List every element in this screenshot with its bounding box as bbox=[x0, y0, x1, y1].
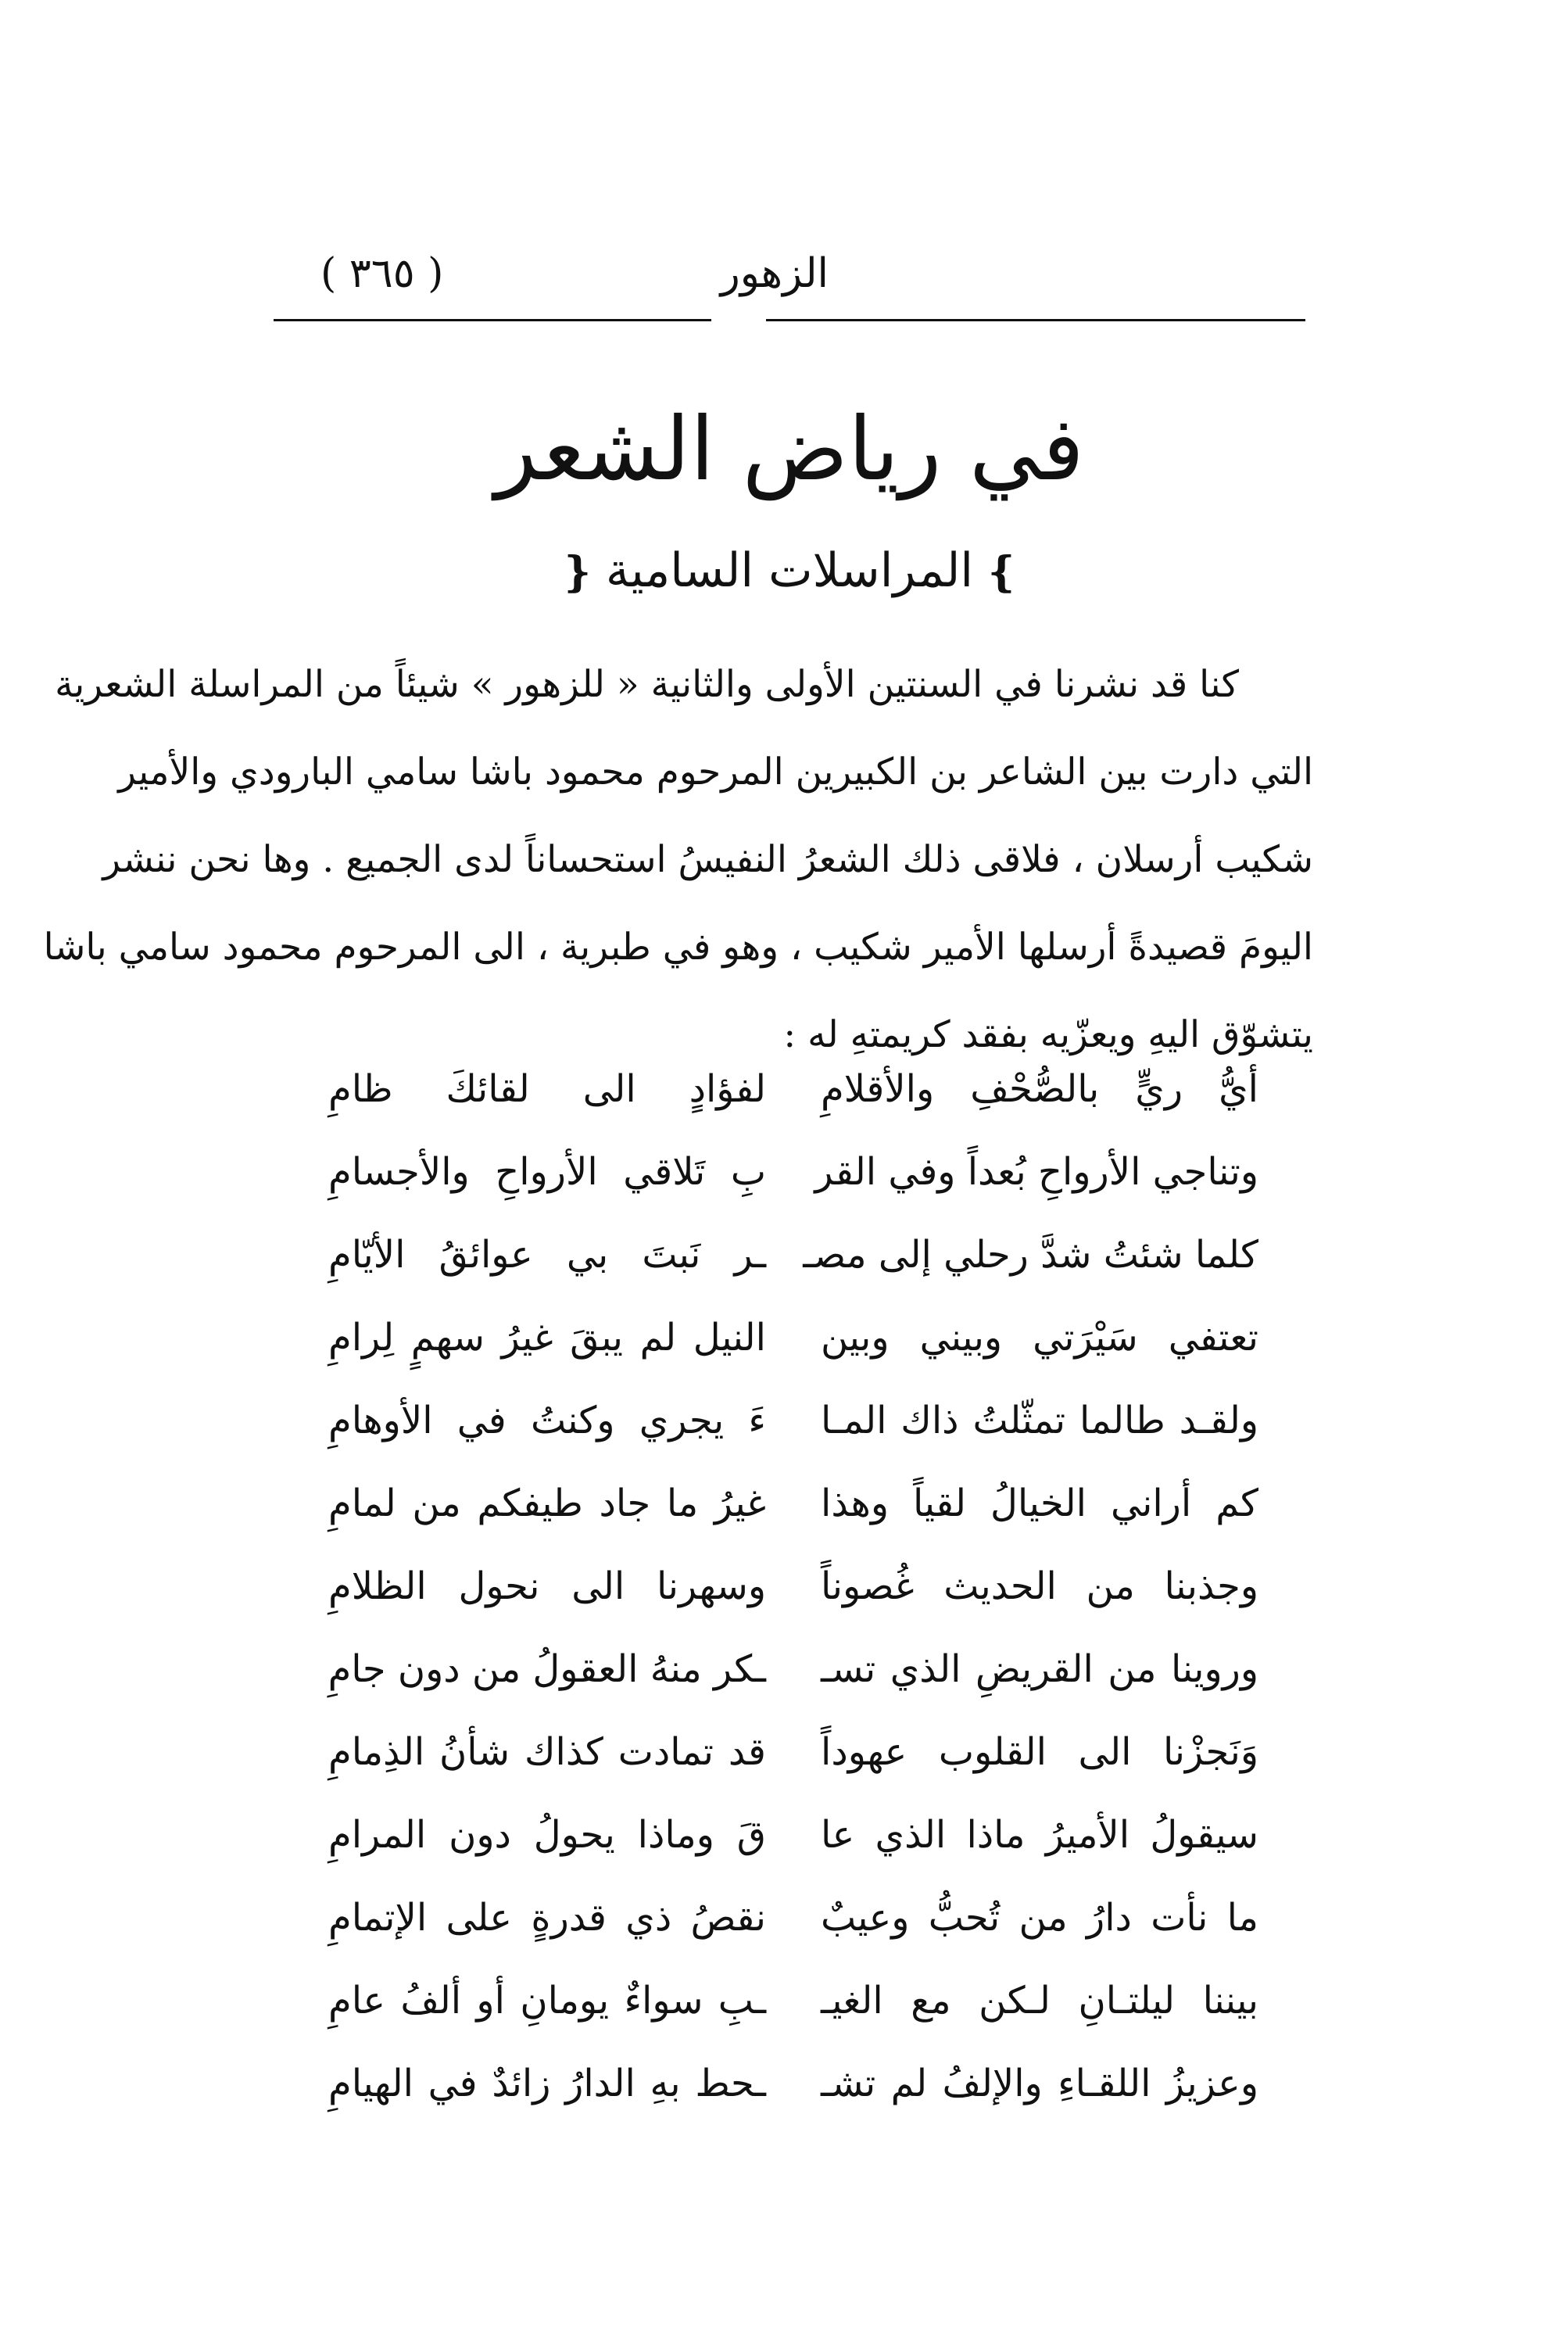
poem bbox=[328, 1048, 1258, 2125]
verse bbox=[328, 1628, 1258, 1711]
intro-line: كنا قد نشرنا في السنتين الأولى والثانية « للزهور » شيئاً من المراسلة الشعرية bbox=[55, 663, 1239, 706]
verse-second-hemistich: ءَ يجري وكنتُ في الأوهامِ bbox=[328, 1399, 766, 1442]
verse bbox=[328, 1462, 1258, 1545]
subtitle-text: المراسلات السامية bbox=[605, 543, 974, 598]
verse-second-hemistich: ـبِ سواءٌ يومانِ أو ألفُ عامِ bbox=[328, 1979, 766, 2023]
verse-first-hemistich: وروينا من القريضِ الذي تسـ bbox=[821, 1647, 1258, 1691]
verse-second-hemistich: ـحط بهِ الدارُ زائدٌ في الهيامِ bbox=[328, 2062, 766, 2105]
verse-first-hemistich: وَنَجزْنا الى القلوب عهوداً bbox=[821, 1730, 1258, 1774]
verse-second-hemistich: بِ تَلاقي الأرواحِ والأجسامِ bbox=[328, 1150, 766, 1194]
verse-first-hemistich: ما نأت دارُ من تُحبُّ وعيبٌ bbox=[821, 1896, 1258, 1940]
verse-first-hemistich: وتناجي الأرواحِ بُعداً وفي القر bbox=[814, 1150, 1258, 1194]
verse bbox=[328, 1711, 1258, 1793]
verse-first-hemistich: أيُّ ريٍّ بالصُّحْفِ والأقلامِ bbox=[821, 1067, 1258, 1111]
section-title: في رياض الشعر bbox=[495, 399, 1084, 500]
verse-second-hemistich: ـكر منهُ العقولُ من دون جامِ bbox=[328, 1647, 766, 1691]
verse bbox=[328, 1048, 1258, 1130]
ornament-left: ❴ bbox=[559, 547, 595, 597]
verse-first-hemistich: كم أراني الخيالُ لقياً وهذا bbox=[821, 1482, 1258, 1525]
verse-second-hemistich: ـر نَبتَ بي عوائقُ الأيّامِ bbox=[328, 1233, 766, 1277]
verse bbox=[328, 1545, 1258, 1628]
verse-first-hemistich: وجذبنا من الحديث غُصوناً bbox=[821, 1564, 1258, 1608]
verse-second-hemistich: نقصُ ذي قدرةٍ على الإتمامِ bbox=[328, 1896, 766, 1940]
page-number: ( ٣٦٥ ) bbox=[320, 250, 444, 297]
verse-second-hemistich: قد تمادت كذاك شأنُ الذِمامِ bbox=[328, 1730, 766, 1774]
verse-first-hemistich: وعزيزُ اللقـاءِ والإلفُ لم تشـ bbox=[821, 2062, 1258, 2105]
verse-second-hemistich: قَ وماذا يحولُ دون المرامِ bbox=[328, 1813, 766, 1857]
verse-first-hemistich: سيقولُ الأميرُ ماذا الذي عا bbox=[821, 1813, 1258, 1857]
verse-first-hemistich: ولقـد طالما تمثّلتُ ذاك المـا bbox=[821, 1399, 1258, 1442]
intro-paragraph bbox=[43, 641, 1313, 1079]
verse bbox=[328, 1959, 1258, 2042]
verse bbox=[328, 1793, 1258, 1876]
header-rule-right bbox=[766, 319, 1305, 321]
verse bbox=[328, 1296, 1258, 1379]
verse-first-hemistich: بيننا ليلتـانِ لـكن مع الغيـ bbox=[821, 1979, 1258, 2023]
intro-line: يتشوّق اليهِ ويعزّيه بفقد كريمتهِ له : bbox=[783, 1013, 1313, 1056]
section-subtitle bbox=[274, 536, 1305, 607]
verse-second-hemistich: وسهرنا الى نحول الظلامِ bbox=[328, 1564, 766, 1608]
verse bbox=[328, 1130, 1258, 1213]
verse-second-hemistich: غيرُ ما جاد طيفكم من لمامِ bbox=[328, 1482, 766, 1525]
verse bbox=[328, 1213, 1258, 1296]
intro-line: اليومَ قصيدةً أرسلها الأمير شكيب ، وهو في طبرية ، الى المرحوم محمود سامي باشا bbox=[43, 926, 1313, 969]
header-rule-left bbox=[274, 319, 711, 321]
verse-first-hemistich: تعتفي سَيْرَتي وبيني وبين bbox=[821, 1316, 1258, 1360]
verse-second-hemistich: النيل لم يبقَ غيرُ سهمٍ لِرامِ bbox=[328, 1316, 766, 1360]
verse bbox=[328, 1379, 1258, 1462]
ornament-right: ❵ bbox=[984, 547, 1020, 597]
running-title: الزهور bbox=[720, 250, 829, 297]
intro-line: شكيب أرسلان ، فلاقى ذلك الشعرُ النفيسُ استحساناً لدى الجميع . وها نحن ننشر bbox=[102, 838, 1313, 881]
page-header bbox=[274, 235, 1305, 321]
verse bbox=[328, 2042, 1258, 2125]
intro-line: التي دارت بين الشاعر بن الكبيرين المرحوم محمود باشا سامي البارودي والأمير bbox=[118, 751, 1313, 794]
verse-second-hemistich: لفؤادٍ الى لقائكَ ظامِ bbox=[328, 1067, 766, 1111]
verse-first-hemistich: كلما شئتُ شدَّ رحلي إلى مصـ bbox=[803, 1233, 1258, 1277]
verse bbox=[328, 1876, 1258, 1959]
